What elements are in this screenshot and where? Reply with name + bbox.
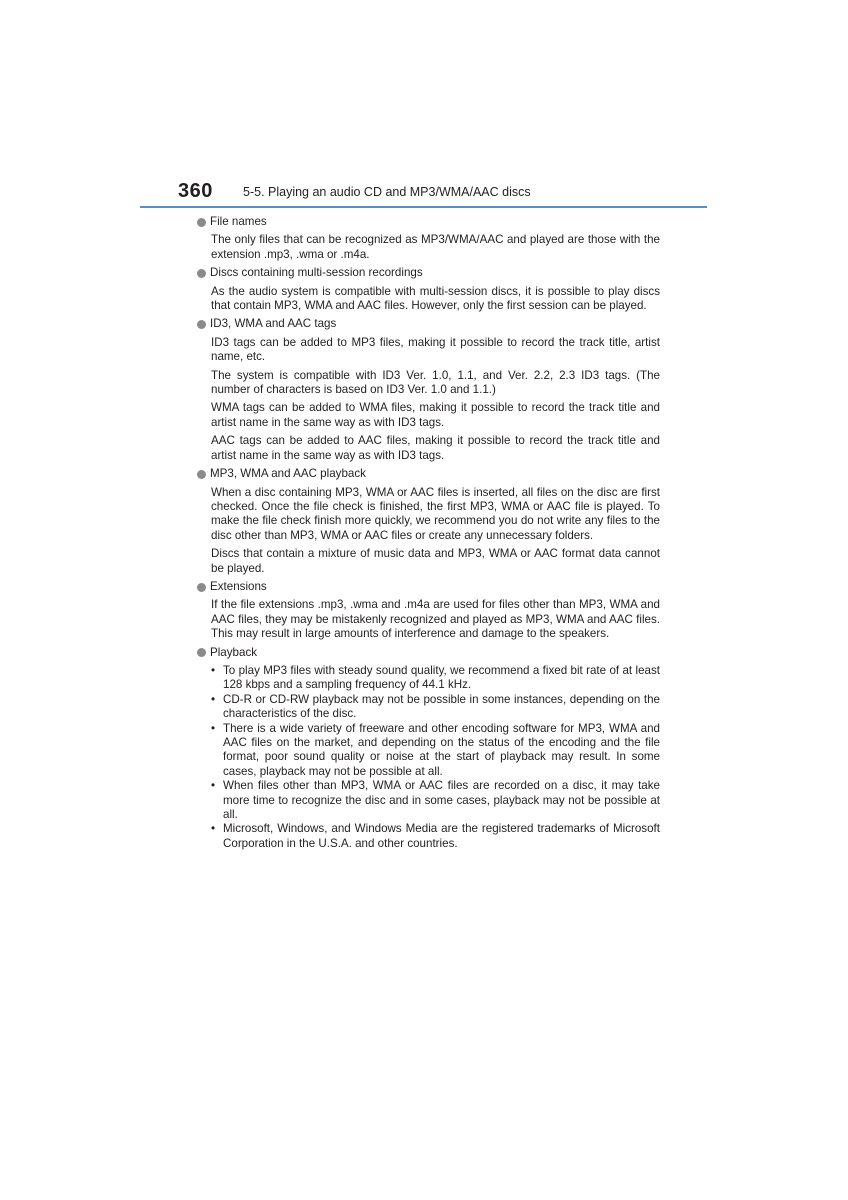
paragraph: As the audio system is compatible with multi-session discs, it is possible to play discs that contain MP3, WMA and AAC files. However, only the first session can be played. bbox=[211, 284, 660, 313]
bullet-dot-icon bbox=[197, 218, 206, 227]
list-item bbox=[211, 822, 660, 851]
bullet-mark: • bbox=[211, 663, 216, 677]
section-file-names bbox=[197, 215, 660, 262]
header-rule bbox=[140, 206, 707, 208]
section-heading: Discs containing multi-session recordings bbox=[210, 266, 423, 280]
section-tags bbox=[197, 317, 660, 463]
bullet-mark: • bbox=[211, 822, 216, 836]
bullet-dot-icon bbox=[197, 648, 206, 657]
paragraph: When a disc containing MP3, WMA or AAC files is inserted, all files on the disc are first checked. Once the file check is finished, the first MP3, WMA or AAC file is played. To make the file check finish more quickly, we recommend you do not write any files to the disc other than MP3, WMA or AAC files or create any unnecessary folders. bbox=[211, 485, 660, 542]
section-heading: MP3, WMA and AAC playback bbox=[210, 467, 366, 481]
page-number: 360 bbox=[178, 180, 213, 202]
paragraph: Discs that contain a mixture of music data and MP3, WMA or AAC format data cannot be played. bbox=[211, 547, 660, 575]
section-playback-formats bbox=[197, 467, 660, 576]
section-heading: Playback bbox=[210, 645, 258, 659]
list-item-text: There is a wide variety of freeware and other encoding software for MP3, WMA and AAC files on the market, and depending on the status of the encoding and the file format, poor sound quality or noise at the start of playback may result. In some cases, playback may not be possible at all. bbox=[223, 721, 660, 778]
section-heading: ID3, WMA and AAC tags bbox=[210, 317, 337, 331]
list-item bbox=[211, 779, 660, 822]
paragraph: WMA tags can be added to WMA files, making it possible to record the track title and artist name in the same way as with ID3 tags. bbox=[211, 401, 660, 429]
list-item-text: Microsoft, Windows, and Windows Media are the registered trademarks of Microsoft Corporation in the U.S.A. and other countries. bbox=[223, 822, 660, 850]
page-header bbox=[140, 178, 707, 208]
list-item-text: When files other than MP3, WMA or AAC files are recorded on a disc, it may take more time to recognize the disc and in some cases, playback may not be possible at all. bbox=[223, 779, 660, 822]
section-playback bbox=[197, 646, 660, 852]
list-item-text: CD-R or CD-RW playback may not be possible in some instances, depending on the characteristics of the disc. bbox=[223, 692, 660, 721]
bullet-mark: • bbox=[211, 779, 216, 793]
paragraph: The only files that can be recognized as MP3/WMA/AAC and played are those with the extension .mp3, .wma or .m4a. bbox=[211, 233, 660, 261]
paragraph: If the file extensions .mp3, .wma and .m4a are used for files other than MP3, WMA and AAC files, they may be mistakenly recognized and played as MP3, WMA and AAC files. This may result in large amounts of interference and damage to the speakers. bbox=[211, 598, 660, 641]
page-content bbox=[197, 215, 660, 851]
bullet-mark: • bbox=[211, 692, 216, 706]
section-extensions bbox=[197, 580, 660, 642]
list-item bbox=[211, 722, 660, 780]
section-title: 5-5. Playing an audio CD and MP3/WMA/AAC discs bbox=[243, 185, 531, 199]
list-item-text: To play MP3 files with steady sound quality, we recommend a fixed bit rate of at least 128 kbps and a sampling frequency of 44.1 kHz. bbox=[223, 663, 660, 692]
bullet-mark: • bbox=[211, 721, 216, 735]
bullet-dot-icon bbox=[197, 583, 206, 592]
bullet-dot-icon bbox=[197, 470, 206, 479]
section-heading: File names bbox=[210, 215, 267, 228]
paragraph: AAC tags can be added to AAC files, making it possible to record the track title and artist name in the same way as with ID3 tags. bbox=[211, 434, 660, 462]
bullet-dot-icon bbox=[197, 320, 206, 329]
paragraph: The system is compatible with ID3 Ver. 1.0, 1.1, and Ver. 2.2, 2.3 ID3 tags. (The number of characters is based on ID3 Ver. 1.0 and 1.1.) bbox=[211, 368, 660, 397]
list-item bbox=[211, 664, 660, 693]
section-multi-session bbox=[197, 266, 660, 313]
list-item bbox=[211, 693, 660, 722]
section-heading: Extensions bbox=[210, 579, 267, 593]
paragraph: ID3 tags can be added to MP3 files, making it possible to record the track title, artist name, etc. bbox=[211, 335, 660, 364]
bullet-dot-icon bbox=[197, 269, 206, 278]
